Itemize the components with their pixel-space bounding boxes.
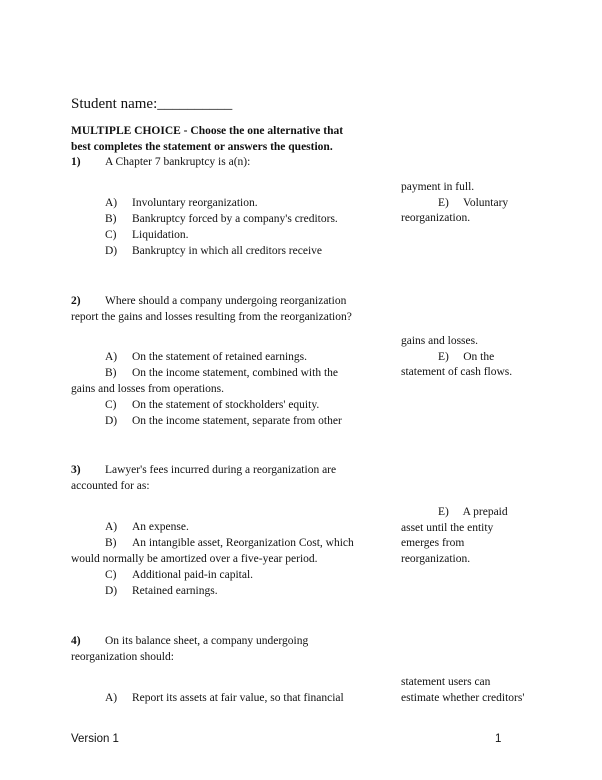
- q3-option-d: D) Retained earnings.: [105, 585, 218, 597]
- footer-version: Version 1: [71, 733, 119, 745]
- q2-option-d: D) On the income statement, separate from other: [105, 415, 342, 427]
- q3-option-c: C) Additional paid-in capital.: [105, 569, 254, 581]
- q1-option-b: B) Bankruptcy forced by a company's creditors.: [105, 213, 338, 225]
- question-4-stem: 4) On its balance sheet, a company undergoing reorganization should:: [71, 635, 309, 663]
- question-number: 4): [71, 635, 81, 647]
- q3-option-b-continued: would normally be amortized over a five-year period.: [71, 553, 318, 565]
- q4-right-column: statement users can estimate whether creditors': [401, 676, 525, 704]
- student-name-label: Student name:__________: [71, 96, 233, 112]
- q1-option-d: D) Bankruptcy in which all creditors receive: [105, 245, 322, 257]
- q3-option-a: A) An expense.: [105, 521, 189, 533]
- q2-option-b-continued: gains and losses from operations.: [71, 383, 224, 395]
- question-2-stem: 2) Where should a company undergoing reorganization report the gains and losses resulting from the reorganization?: [71, 295, 352, 323]
- q1-option-a: A) Involuntary reorganization.: [105, 197, 258, 209]
- question-text: A Chapter 7 bankruptcy is a(n):: [105, 156, 251, 168]
- instructions: [71, 123, 343, 155]
- q4-option-a: A) Report its assets at fair value, so that financial: [105, 692, 344, 704]
- q1-right-column: payment in full. E) Voluntary reorganization.: [401, 181, 509, 224]
- question-3-stem: 3) Lawyer's fees incurred during a reorganization are accounted for as:: [71, 464, 337, 492]
- instructions-line-1: MULTIPLE CHOICE - Choose the one alternative that: [71, 125, 344, 137]
- q3-right-column: E) A prepaid asset until the entity emerges from reorganization.: [401, 506, 508, 565]
- question-number: 2): [71, 295, 81, 307]
- q1-option-c: C) Liquidation.: [105, 229, 189, 241]
- question-number: 3): [71, 464, 81, 476]
- q2-option-b: B) On the income statement, combined with the: [105, 367, 338, 379]
- instructions-line-2: best completes the statement or answers the question.: [71, 141, 333, 153]
- q2-option-c: C) On the statement of stockholders' equity.: [105, 399, 320, 411]
- footer-page-number: 1: [495, 733, 502, 745]
- question-1-stem: [71, 155, 250, 171]
- q3-option-b: B) An intangible asset, Reorganization Cost, which: [105, 537, 354, 549]
- q2-option-a: A) On the statement of retained earnings.: [105, 351, 307, 363]
- q2-right-column: gains and losses. E) On the statement of cash flows.: [401, 335, 513, 378]
- question-number: 1): [71, 156, 81, 168]
